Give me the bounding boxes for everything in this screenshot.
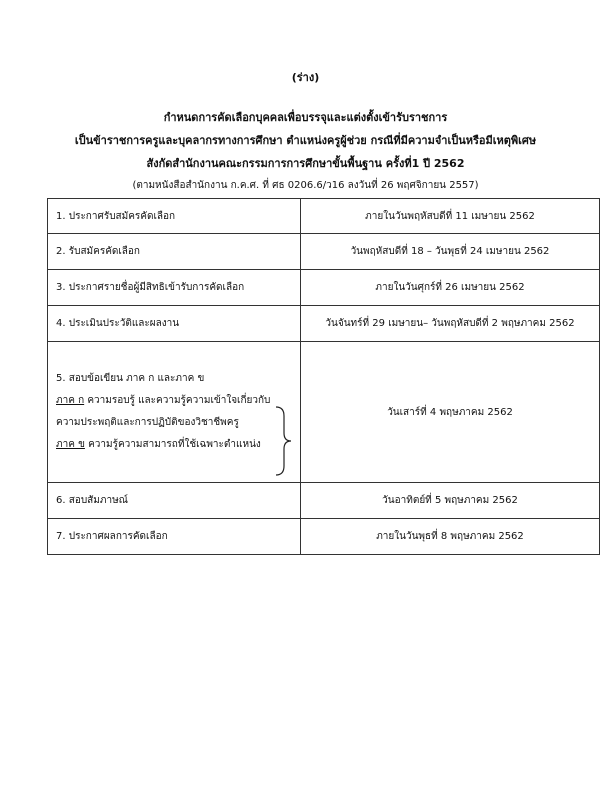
step-line: 5. สอบข้อเขียน ภาค ก และภาค ข (56, 373, 205, 384)
table-row (48, 306, 600, 342)
schedule-table (47, 198, 600, 555)
date-cell: ภายในวันพุธที่ 8 พฤษภาคม 2562 (301, 519, 600, 555)
written-exam-block (56, 368, 292, 456)
step-line (56, 390, 292, 412)
date-cell: วันอาทิตย์ที่ 5 พฤษภาคม 2562 (301, 483, 600, 519)
step-cell: 4. ประเมินประวัติและผลงาน (48, 306, 301, 342)
step-cell: 6. สอบสัมภาษณ์ (48, 483, 301, 519)
date-cell: ภายในวันศุกร์ที่ 26 เมษายน 2562 (301, 270, 600, 306)
table-row (48, 199, 600, 234)
step-cell: 7. ประกาศผลการคัดเลือก (48, 519, 301, 555)
part-b-label: ภาค ข (56, 439, 85, 450)
curly-brace-icon (274, 406, 294, 476)
table-row (48, 519, 600, 555)
date-cell: ภายในวันพฤหัสบดีที่ 11 เมษายน 2562 (301, 199, 600, 234)
step-line: ความประพฤติและการปฏิบัติของวิชาชีพครู (56, 417, 239, 428)
table-row (48, 342, 600, 483)
table-row (48, 270, 600, 306)
title-line-3: สังกัดสำนักงานคณะกรรมการการศึกษาขั้นพื้นฐาน ครั้งที่1 ปี 2562 (146, 157, 465, 170)
table-row (48, 483, 600, 519)
step-cell (48, 342, 301, 483)
title-line-2: เป็นข้าราชการครูและบุคลากรทางการศึกษา ตำแหน่งครูผู้ช่วย กรณีที่มีความจำเป็นหรือมีเหตุพิเศษ (74, 134, 537, 147)
step-cell: 1. ประกาศรับสมัครคัดเลือก (48, 199, 301, 234)
draft-label: (ร่าง) (291, 71, 320, 84)
date-cell: วันจันทร์ที่ 29 เมษายน– วันพฤหัสบดีที่ 2 พฤษภาคม 2562 (301, 306, 600, 342)
step-line (56, 434, 292, 456)
part-a-text: ความรอบรู้ และความรู้ความเข้าใจเกี่ยวกับ (84, 395, 271, 406)
date-cell: วันเสาร์ที่ 4 พฤษภาคม 2562 (301, 342, 600, 483)
part-b-text: ความรู้ความสามารถที่ใช้เฉพาะตำแหน่ง (84, 439, 261, 450)
part-a-label: ภาค ก (56, 395, 85, 406)
step-cell: 3. ประกาศรายชื่อผู้มีสิทธิเข้ารับการคัดเลือก (48, 270, 301, 306)
title-line-1: กำหนดการคัดเลือกบุคคลเพื่อบรรจุและแต่งตั้งเข้ารับราชการ (163, 111, 448, 124)
table-row (48, 234, 600, 270)
step-cell: 2. รับสมัครคัดเลือก (48, 234, 301, 270)
reference-note: (ตามหนังสือสำนักงาน ก.ค.ศ. ที่ ศธ 0206.6/ว16 ลงวันที่ 26 พฤศจิกายน 2557) (132, 180, 479, 191)
date-cell: วันพฤหัสบดีที่ 18 – วันพุธที่ 24 เมษายน 2562 (301, 234, 600, 270)
